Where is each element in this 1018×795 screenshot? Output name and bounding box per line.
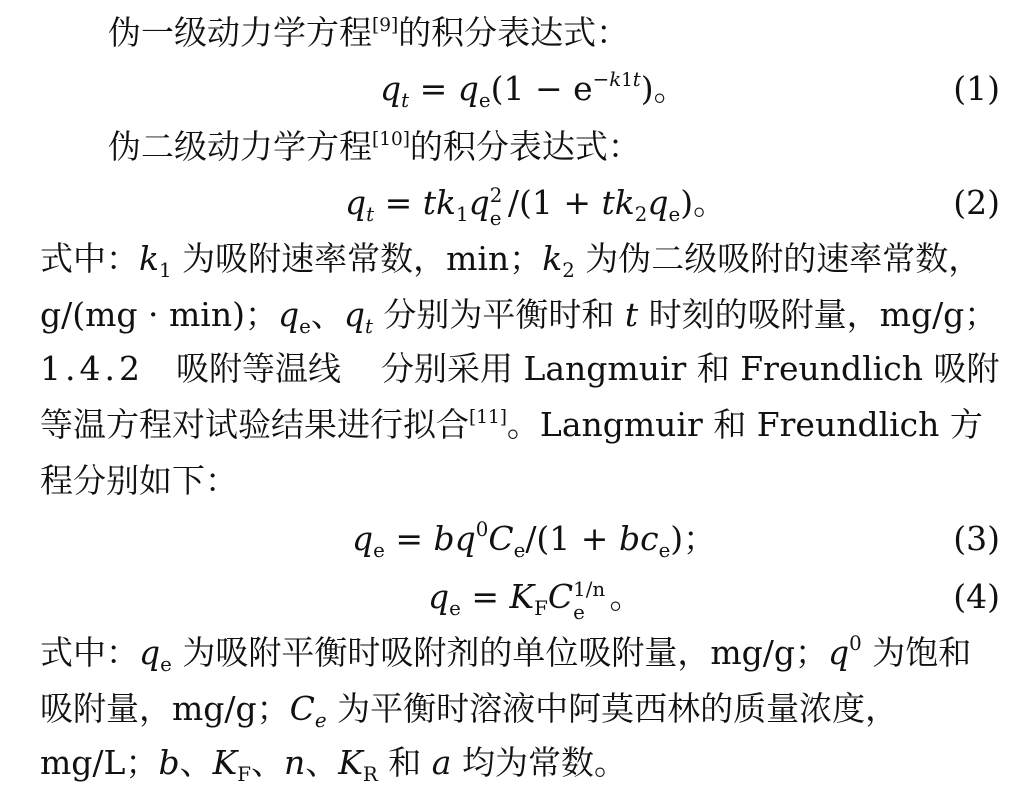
eq-text: /(1 + [525,519,609,558]
equation-number: (2) [953,183,1000,222]
eq-sub: e [373,538,385,562]
equation-2 [0,176,1018,230]
eq-supsub [489,181,508,230]
eq-var: q [468,183,490,222]
eq-var: t [601,183,615,222]
equation-3 [0,512,1018,566]
def-text: 时刻的吸附量，mg/g； [638,295,998,334]
eq-var: q [457,69,479,108]
def-text: 式中： [40,239,139,278]
def-sub: e [314,708,327,732]
eq-sub: 1 [456,202,469,226]
reference-marker: [9] [372,14,399,36]
eq-var: C [547,577,574,616]
def-var: q [139,633,161,672]
reference-marker: [11] [469,406,507,428]
def-text: 均为常数。 [451,743,627,782]
eq-text: /(1 + [507,183,591,222]
def-text: g/(mg · min)； [40,295,278,334]
eq-sup: 0 [475,517,489,541]
def-var: C [289,689,315,728]
eq-var: q [454,519,476,558]
section-text: 程分别如下： [40,461,238,500]
reference-marker: [10] [372,128,410,150]
eq-exp: − [592,67,610,91]
eq-text: 。 [609,577,643,616]
equation-1 [0,62,1018,116]
def-sub: e [160,652,172,676]
eq-sub: e [478,88,491,112]
def-var: K [212,743,238,782]
eq-sign: = [471,577,499,616]
def-sub: 1 [159,258,172,282]
eq-text: )； [670,519,717,558]
definition-line-2 [40,288,1002,342]
def-text: 为饱和 [861,633,972,672]
equation-3-body [352,512,716,571]
paragraph-text: 的积分表达式： [409,127,641,166]
equation-number: (4) [953,577,1000,616]
definition2-line-3 [40,736,1002,790]
paragraph-pseudo-first-order [108,6,1002,60]
eq-var: q [428,577,450,616]
section-line-3 [40,454,1002,508]
eq-var: k [614,183,635,222]
def-var: q [277,295,300,334]
def-text: 为吸附速率常数，min； [171,239,543,278]
paragraph-text: 的积分表达式： [398,13,630,52]
def-sup: 0 [849,631,862,655]
eq-text: )。 [680,183,727,222]
def-sub: e [299,314,311,338]
def-var: k [139,239,159,278]
eq-exp: 1 [621,69,633,91]
definition-line-1 [40,232,1002,286]
paragraph-text: 伪二级动力学方程 [108,127,372,166]
eq-sign: = [384,183,413,222]
equation-4-body [428,570,642,629]
section-text: 等温方程对试验结果进行拟合 [40,405,469,444]
eq-var: q [352,519,374,558]
eq-var: b [618,519,641,558]
eq-sup: 2 [489,183,503,207]
eq-var: c [640,519,659,558]
eq-exp: t [632,67,641,91]
def-text: 式中： [40,633,139,672]
def-var: K [338,743,363,782]
equation-4 [0,570,1018,624]
def-text: mg/L； [40,743,159,782]
equation-2-body [345,176,726,235]
def-sub: F [237,762,251,786]
def-sub: 2 [562,258,575,282]
eq-sub: e [489,206,502,230]
eq-var: K [509,577,535,616]
eq-sub: e [513,538,526,562]
def-text: 和 [377,743,432,782]
eq-var: b [433,519,455,558]
section-text: 。Langmuir 和 Freundlich 方 [506,405,983,444]
def-var: a [431,743,452,782]
def-text: 、 [250,743,284,782]
eq-text: (1 − e [490,69,593,108]
eq-var: q [647,183,669,222]
def-text: 、 [179,743,213,782]
def-sub: t [364,314,373,338]
equation-number: (1) [953,69,1000,108]
eq-sup: 1/n [573,577,606,601]
section-heading-line [40,342,1002,396]
eq-var: C [488,519,514,558]
section-number: 1.4.2 [40,349,144,388]
eq-sub: F [534,596,548,620]
eq-sub: e [658,538,671,562]
def-text: 为伪二级吸附的速率常数， [574,239,982,278]
paragraph-text: 伪一级动力学方程 [108,13,372,52]
eq-sub: e [573,600,585,624]
def-var: q [828,633,850,672]
def-text: 吸附量，mg/g； [40,689,290,728]
def-var: k [542,239,563,278]
equation-number: (3) [953,519,1000,558]
definition2-line-2 [40,682,1002,736]
def-var: q [343,295,365,334]
paragraph-pseudo-second-order [108,120,1002,174]
section-line-2 [40,398,1002,452]
section-text: 分别采用 Langmuir 和 Freundlich 吸附 [380,349,1000,388]
eq-var: q [380,69,402,108]
eq-sub: t [366,202,375,226]
eq-sub: 2 [634,202,648,226]
eq-sub: e [668,202,681,226]
def-text: 、 [310,295,344,334]
eq-supsub [573,575,609,624]
def-sub: R [362,762,378,786]
eq-exp: k [609,67,622,91]
eq-var: t [422,183,436,222]
eq-sub: t [401,88,410,112]
eq-sign: = [419,69,448,108]
section-title: 吸附等温线 [175,349,341,388]
def-var: n [283,743,306,782]
eq-text: )。 [640,69,687,108]
eq-var: k [436,183,456,222]
def-text: 分别为平衡时和 [372,295,625,334]
equation-1-body [380,62,687,122]
eq-sign: = [395,519,423,558]
def-var: b [158,743,180,782]
def-text: 为吸附平衡时吸附剂的单位吸附量，mg/g； [171,633,828,672]
eq-sub: e [449,596,461,620]
def-var: t [624,295,639,334]
def-text: 为平衡时溶液中阿莫西林的质量浓度， [326,689,899,728]
def-text: 、 [305,743,339,782]
definition2-line-1 [40,626,1002,680]
eq-var: q [345,183,367,222]
